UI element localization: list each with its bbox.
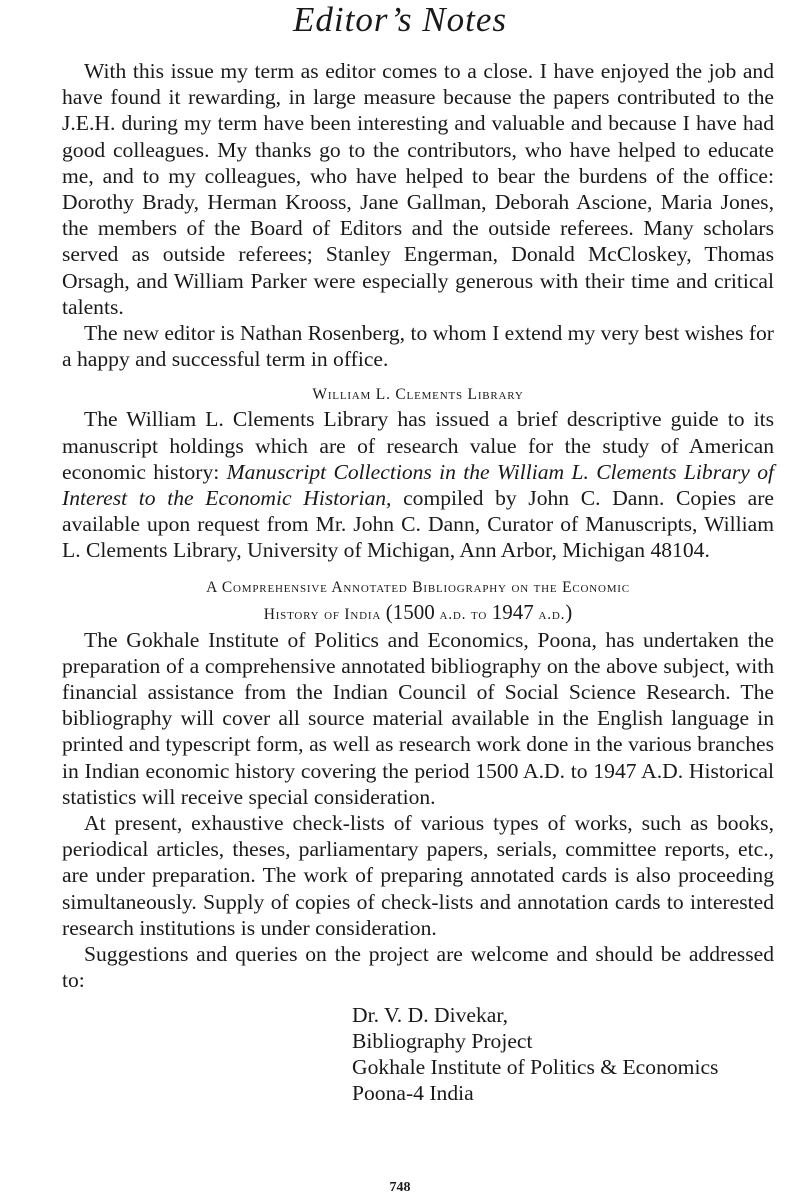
- heading-subject: History of India: [263, 605, 382, 623]
- address-line: Poona-4 India: [352, 1081, 474, 1106]
- address-line: Gokhale Institute of Politics & Economics: [352, 1054, 719, 1079]
- heading-dates-open: (1500: [385, 599, 435, 624]
- address-line: Bibliography Project: [352, 1028, 533, 1053]
- contact-address: [352, 1002, 774, 1107]
- page-title: Editor’s Notes: [293, 0, 507, 39]
- heading-year-2: 1947: [491, 599, 534, 624]
- bibliography-paragraph-1: The Gokhale Institute of Politics and Economics, Poona, has undertaken the preparation of a comprehensive annotated bibliography on the above subject, with financial assistance from the Indian Council of Social Science Research. The bibliography will cover all source material available in the English language in printed and typescript form, as well as research work done in the various branches in Indian economic history covering the period 1500 A.D. to 1947 A.D. Historical statistics will receive special consideration.: [62, 627, 774, 809]
- page-body: [62, 58, 774, 1106]
- address-line: Dr. V. D. Divekar,: [352, 1002, 509, 1027]
- clements-text-after: compiled by John C. Dann. Copies are available upon request from Mr. John C. Dann, Curator of Manuscripts, William L. Clements Library, University of Michigan, Ann Arbor, Michigan 48104.: [62, 486, 774, 563]
- heading-to: to: [471, 605, 488, 623]
- clements-library-heading: William L. Clements Library: [312, 386, 524, 404]
- page-number: 748: [389, 1180, 411, 1195]
- heading-dates-close: ): [565, 599, 573, 624]
- bibliography-paragraph-2: At present, exhaustive check-lists of various types of works, such as books, periodical articles, theses, parliamentary papers, serials, committee reports, etc., are under preparation. The work of preparing annotated cards is also proceeding simultaneously. Supply of copies of check-lists and annotation cards to interested research institutions is under consideration.: [62, 811, 774, 940]
- bibliography-heading-line-2: [62, 600, 774, 627]
- editor-farewell-paragraph: With this issue my term as editor comes to a close. I have enjoyed the job and have found it rewarding, in large measure because the papers contributed to the J.E.H. during my term have been interesting and valuable and because I have had good colleagues. My thanks go to the contributors, who have helped to educate me, and to my colleagues, who have helped to bear the burdens of the office: Dorothy Brady, Herman Krooss, Jane Gallman, Deborah Ascione, Maria Jones, the members of the Board of Editors and the outside referees. Many scholars served as outside referees; Stanley Engerman, Donald McCloskey, Thomas Orsagh, and William Parker were especially generous with their time and critical talents.: [62, 59, 774, 319]
- bibliography-heading-line-1: A Comprehensive Annotated Bibliography on the Economic: [206, 578, 630, 596]
- bibliography-heading: [62, 576, 774, 627]
- heading-ad-2: a.d.: [538, 605, 566, 623]
- new-editor-paragraph: The new editor is Nathan Rosenberg, to whom I extend my very best wishes for a happy and successful term in office.: [62, 321, 774, 372]
- bibliography-paragraph-3: Suggestions and queries on the project are welcome and should be addressed to:: [62, 942, 774, 993]
- guide-title: Manuscript Collections in the William L. Clements Library of Interest to the Economic Historian,: [62, 459, 774, 511]
- clements-library-paragraph: [62, 406, 774, 563]
- clements-text-before: The William L. Clements Library has issued a brief descriptive guide to its manuscript holdings which are of research value for the study of American economic history:: [62, 407, 774, 484]
- heading-ad-1: a.d.: [439, 605, 467, 623]
